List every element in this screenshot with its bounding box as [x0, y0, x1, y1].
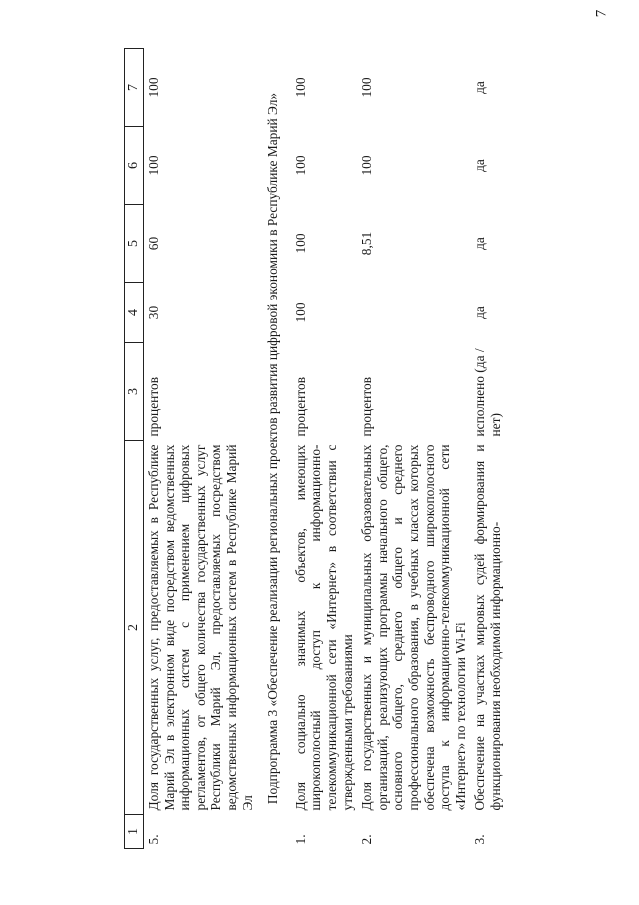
unit-cell: процентов	[292, 376, 308, 437]
indicator-table-rotated	[124, 49, 629, 849]
subprogram-heading: Подпрограмма 3 «Обеспечение реализации региональных проектов развития цифровой экономики в Республике Марий Эл»	[265, 92, 281, 805]
page-number: 7	[593, 9, 610, 18]
value-cell: 100	[292, 233, 308, 254]
value-cell: 100	[146, 155, 161, 176]
value-cell: да	[472, 159, 488, 172]
header-cell: 7	[125, 49, 144, 127]
indicator-text: Доля государственных и муниципальных образовательных организаций, реализующих программы начального общего, основного общего, среднего общего и среднего профессионального образования, в учебных классах которых обеспечена возможность беспроводного широкополосного доступа к информационно-телекоммуникационной сети «Интернет» по технологии Wi-Fi	[359, 444, 468, 811]
header-cell: 1	[125, 815, 144, 849]
unit-cell: исполнено (да / нет)	[472, 348, 503, 437]
header-cell: 5	[125, 205, 144, 283]
value-cell: 100	[359, 77, 375, 98]
value-cell: 100	[292, 77, 308, 98]
value-cell: 60	[146, 236, 161, 251]
table-row	[144, 49, 258, 849]
value-cell: 100	[292, 155, 308, 176]
value-cell: да	[472, 237, 488, 250]
value-cell: 100	[359, 155, 375, 176]
indicator-text: Доля государственных услуг, предоставляемых в Республике Марий Эл в электронном виде посредством ведомственных информационных систем с применением цифровых регламентов, от общего количества государственных услуг Республики Марий Эл, предоставляемых посредством ведомственных информационных систем в Республике Марий Эл	[146, 444, 255, 811]
row-number: 1.	[292, 834, 308, 845]
header-cell: 3	[125, 343, 144, 441]
value-cell: 100	[146, 77, 161, 98]
row-number: 2.	[359, 834, 375, 845]
indicator-text: Обеспечение на участках мировых судей формирования и функционирования необходимой информационно-	[472, 444, 503, 811]
table-header-row	[125, 49, 144, 849]
subprogram-row	[257, 49, 291, 849]
value-cell: да	[472, 306, 488, 319]
header-cell: 6	[125, 127, 144, 205]
row-number: 3.	[472, 834, 488, 845]
value-cell: 100	[292, 302, 308, 323]
table-row	[291, 49, 357, 849]
header-cell: 4	[125, 283, 144, 343]
table-row	[470, 49, 505, 849]
unit-cell: процентов	[359, 376, 375, 437]
value-cell: 8,51	[359, 231, 375, 256]
header-cell: 2	[125, 441, 144, 815]
value-cell: да	[472, 81, 488, 94]
value-cell: 30	[146, 305, 161, 320]
row-number: 5.	[146, 834, 161, 845]
indicator-text: Доля социально значимых объектов, имеющих широкополосный доступ к информационно-телекоммуникационной сети «Интернет» в соответствии с утвержденными требованиями	[292, 444, 355, 811]
unit-cell: процентов	[146, 376, 161, 437]
table-row	[357, 49, 470, 849]
value-cell	[357, 283, 470, 343]
indicator-table	[124, 48, 505, 849]
